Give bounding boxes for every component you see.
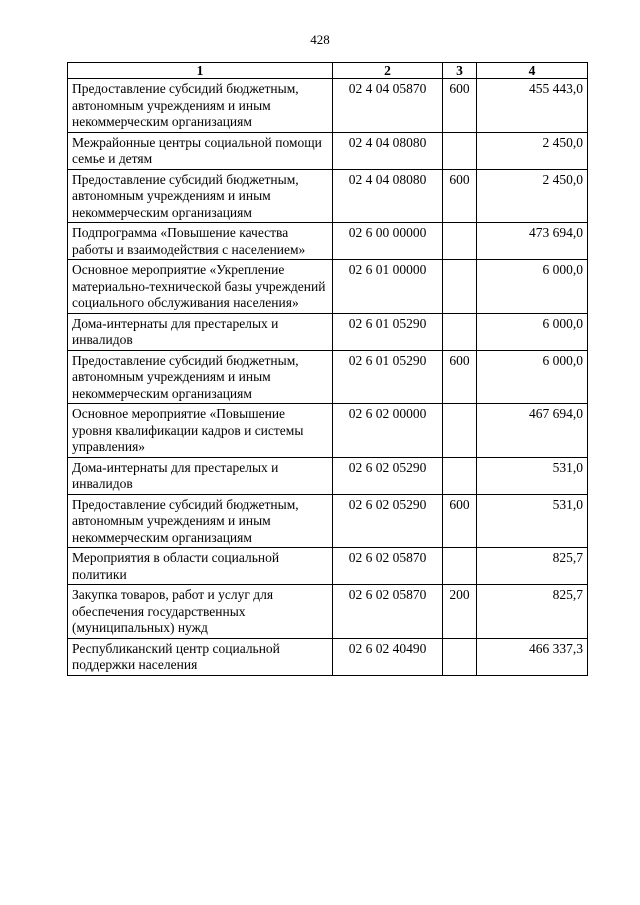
row-code-cell: 02 6 02 05290 xyxy=(333,457,443,494)
row-code-cell: 02 4 04 08080 xyxy=(333,169,443,223)
column-header-2: 2 xyxy=(333,63,443,79)
row-amount-cell: 455 443,0 xyxy=(477,79,588,133)
row-code-cell: 02 4 04 05870 xyxy=(333,79,443,133)
row-name-cell: Предоставление субсидий бюджетным, автономным учреждениям и иным некоммерческим организациям xyxy=(68,494,333,548)
page-number: 428 xyxy=(310,32,330,47)
row-name-cell: Основное мероприятие «Повышение уровня квалификации кадров и системы управления» xyxy=(68,404,333,458)
row-name-cell: Основное мероприятие «Укрепление материально-технической базы учреждений социального обслуживания населения» xyxy=(68,260,333,314)
row-name-cell: Республиканский центр социальной поддержки населения xyxy=(68,638,333,675)
row-code-cell: 02 6 01 05290 xyxy=(333,350,443,404)
row-name-cell: Подпрограмма «Повышение качества работы и взаимодействия с населением» xyxy=(68,223,333,260)
table-row xyxy=(68,132,588,169)
table-row xyxy=(68,457,588,494)
row-type-cell: 200 xyxy=(443,585,477,639)
row-amount-cell: 6 000,0 xyxy=(477,313,588,350)
table-body xyxy=(68,79,588,676)
column-header-3: 3 xyxy=(443,63,477,79)
row-amount-cell: 467 694,0 xyxy=(477,404,588,458)
budget-table xyxy=(67,62,588,676)
row-type-cell xyxy=(443,638,477,675)
table-row xyxy=(68,223,588,260)
row-name-cell: Дома-интернаты для престарелых и инвалидов xyxy=(68,313,333,350)
row-name-cell: Предоставление субсидий бюджетным, автономным учреждениям и иным некоммерческим организациям xyxy=(68,79,333,133)
row-amount-cell: 466 337,3 xyxy=(477,638,588,675)
row-type-cell xyxy=(443,457,477,494)
table-row xyxy=(68,585,588,639)
row-amount-cell: 825,7 xyxy=(477,548,588,585)
row-code-cell: 02 6 01 00000 xyxy=(333,260,443,314)
row-name-cell: Предоставление субсидий бюджетным, автономным учреждениям и иным некоммерческим организациям xyxy=(68,350,333,404)
table-row xyxy=(68,404,588,458)
row-name-cell: Мероприятия в области социальной политики xyxy=(68,548,333,585)
row-type-cell xyxy=(443,548,477,585)
row-code-cell: 02 6 00 00000 xyxy=(333,223,443,260)
row-name-cell: Дома-интернаты для престарелых и инвалидов xyxy=(68,457,333,494)
row-code-cell: 02 6 02 05870 xyxy=(333,585,443,639)
table-row xyxy=(68,313,588,350)
row-type-cell xyxy=(443,223,477,260)
row-type-cell: 600 xyxy=(443,494,477,548)
row-name-cell: Межрайонные центры социальной помощи семье и детям xyxy=(68,132,333,169)
table-row xyxy=(68,79,588,133)
row-code-cell: 02 6 02 00000 xyxy=(333,404,443,458)
row-amount-cell: 2 450,0 xyxy=(477,132,588,169)
row-type-cell xyxy=(443,404,477,458)
table-row xyxy=(68,260,588,314)
row-amount-cell: 6 000,0 xyxy=(477,350,588,404)
row-type-cell xyxy=(443,313,477,350)
row-type-cell xyxy=(443,132,477,169)
row-amount-cell: 531,0 xyxy=(477,494,588,548)
row-type-cell: 600 xyxy=(443,79,477,133)
row-type-cell: 600 xyxy=(443,169,477,223)
row-name-cell: Предоставление субсидий бюджетным, автономным учреждениям и иным некоммерческим организациям xyxy=(68,169,333,223)
row-amount-cell: 531,0 xyxy=(477,457,588,494)
row-amount-cell: 825,7 xyxy=(477,585,588,639)
column-header-1: 1 xyxy=(68,63,333,79)
row-type-cell: 600 xyxy=(443,350,477,404)
row-code-cell: 02 6 02 05290 xyxy=(333,494,443,548)
table-row xyxy=(68,548,588,585)
row-type-cell xyxy=(443,260,477,314)
table-row xyxy=(68,169,588,223)
row-amount-cell: 2 450,0 xyxy=(477,169,588,223)
row-code-cell: 02 6 01 05290 xyxy=(333,313,443,350)
row-code-cell: 02 4 04 08080 xyxy=(333,132,443,169)
row-name-cell: Закупка товаров, работ и услуг для обеспечения государственных (муниципальных) нужд xyxy=(68,585,333,639)
row-code-cell: 02 6 02 05870 xyxy=(333,548,443,585)
table-row xyxy=(68,350,588,404)
row-amount-cell: 6 000,0 xyxy=(477,260,588,314)
row-amount-cell: 473 694,0 xyxy=(477,223,588,260)
row-code-cell: 02 6 02 40490 xyxy=(333,638,443,675)
table-row xyxy=(68,638,588,675)
table-row xyxy=(68,494,588,548)
column-header-4: 4 xyxy=(477,63,588,79)
header-row xyxy=(68,63,588,79)
